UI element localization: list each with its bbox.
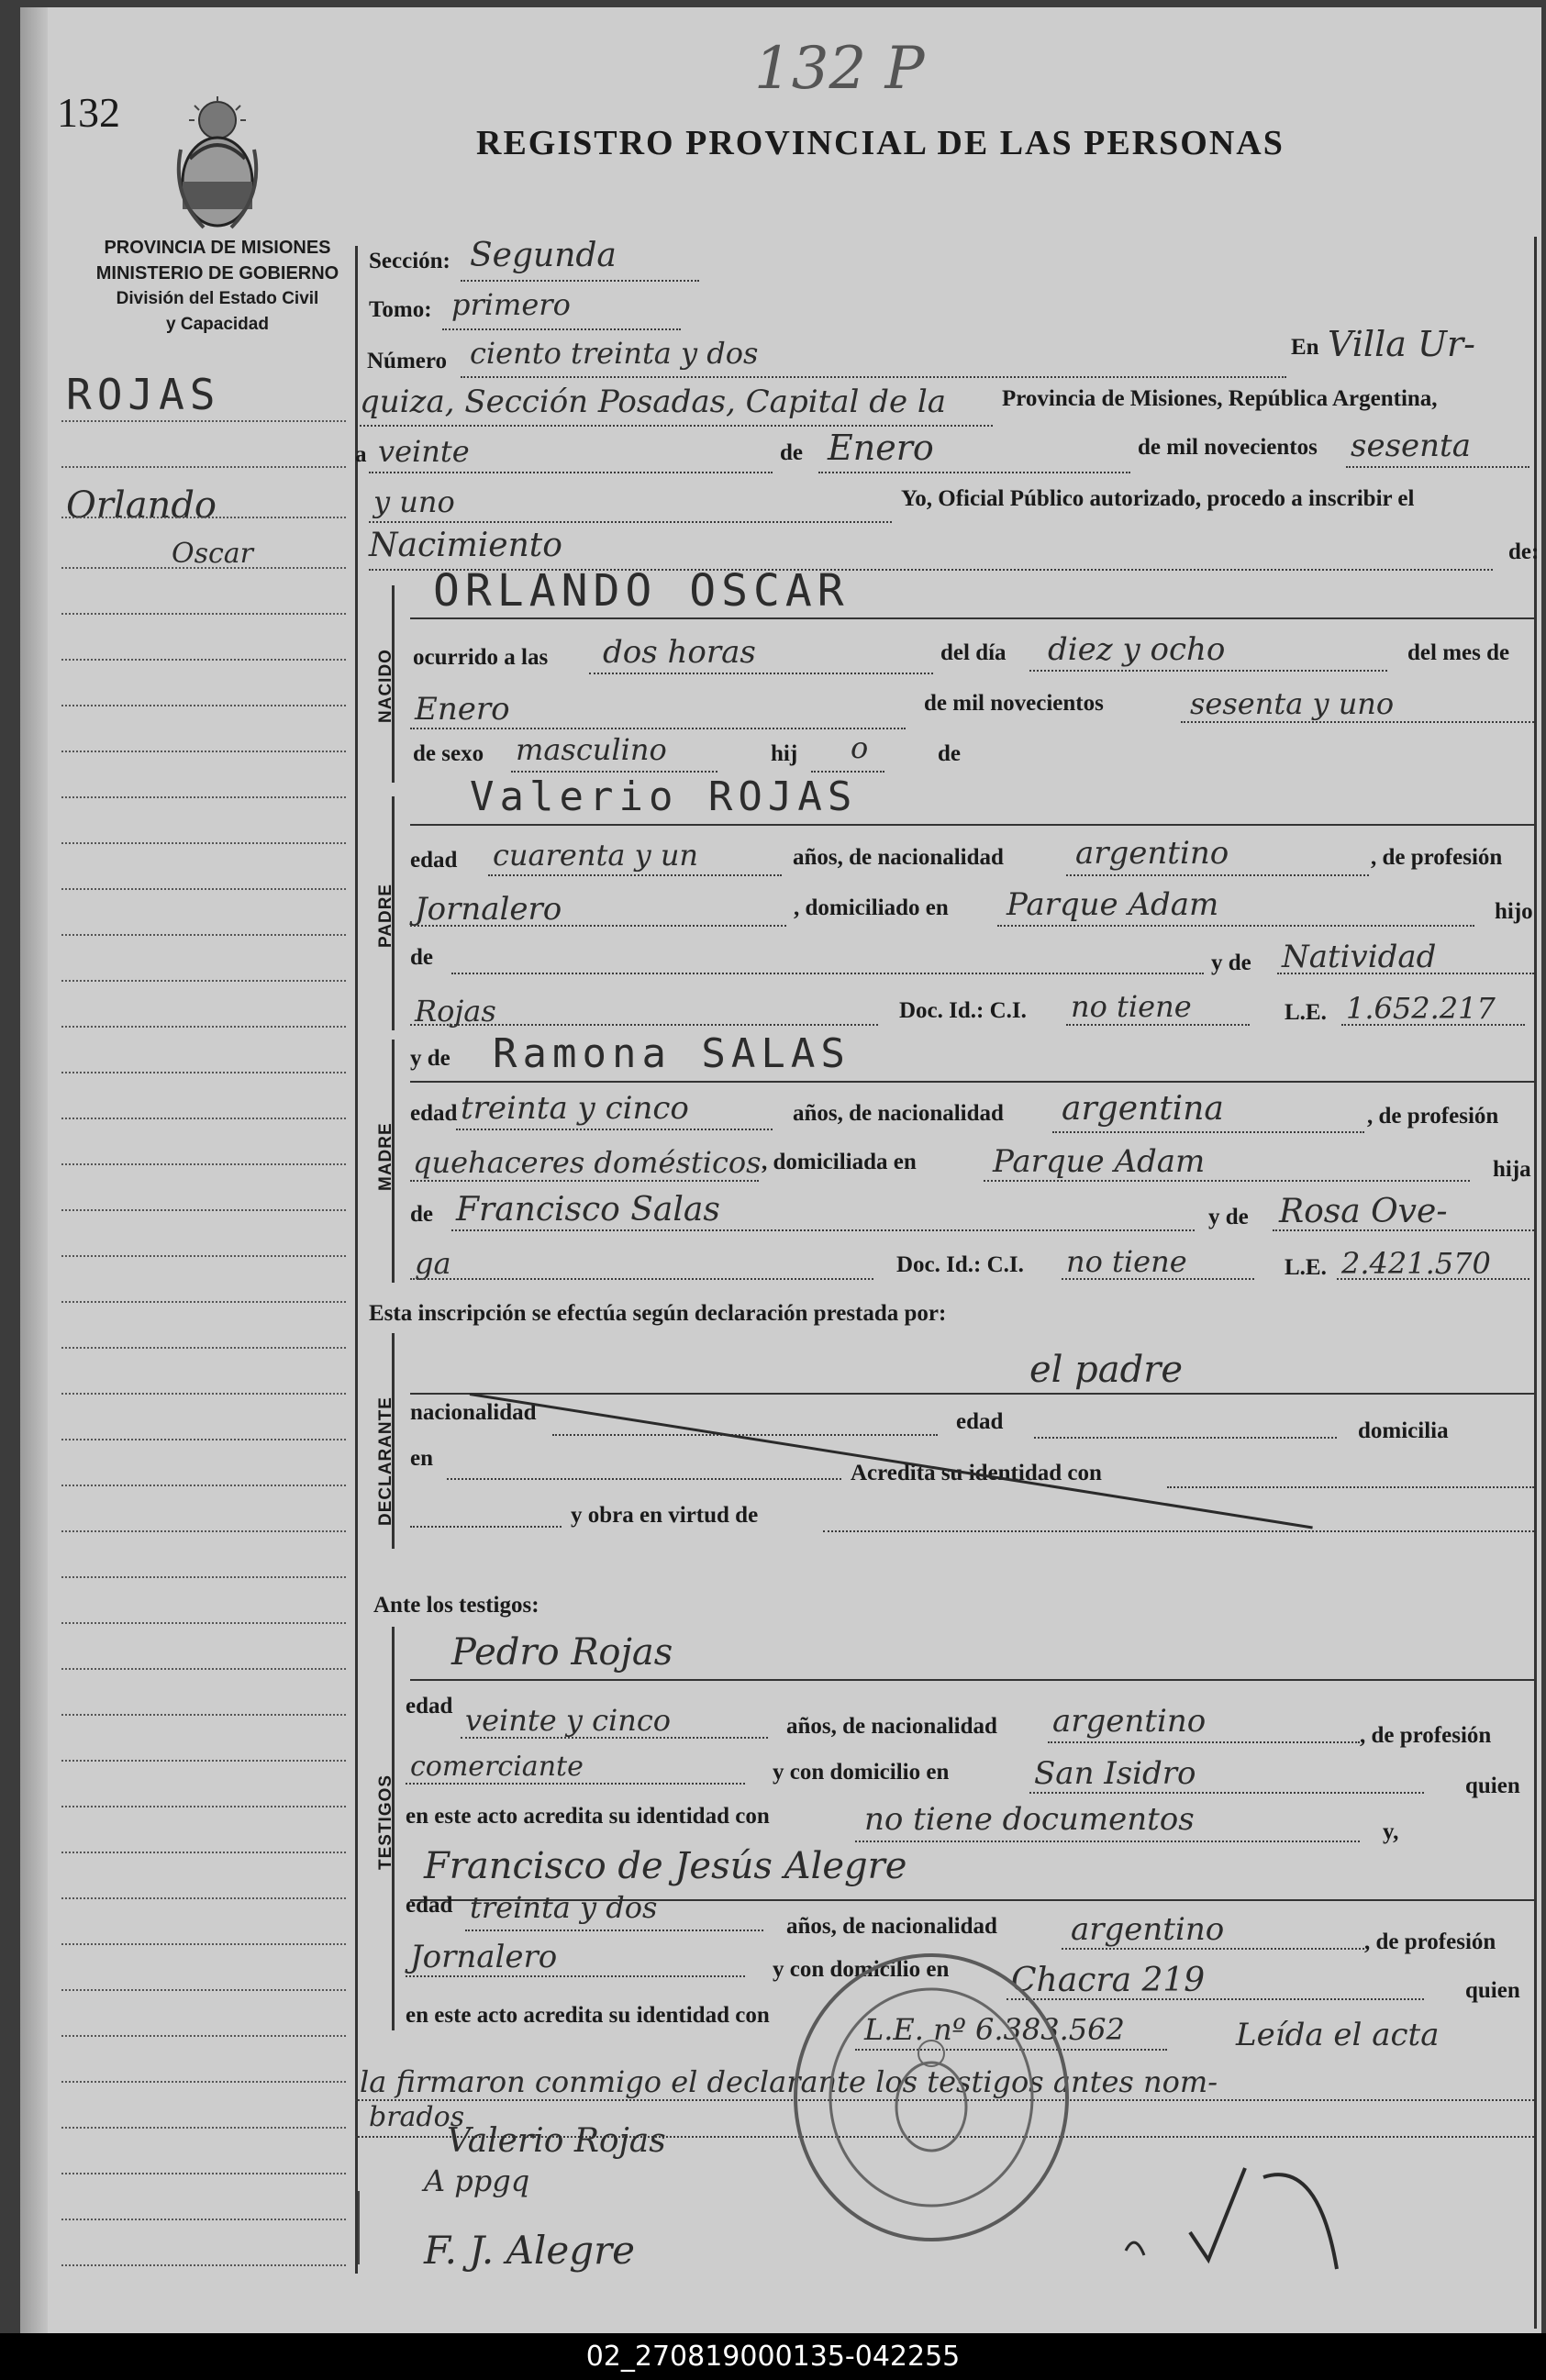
issuer-province: PROVINCIA DE MISIONES <box>104 238 331 258</box>
witness2-quien-label: quien <box>1465 1978 1520 2003</box>
mother-dom-label: , domiciliada en <box>762 1150 917 1174</box>
mother-doc-value: no tiene <box>1066 1244 1187 1279</box>
madre-label: MADRE <box>376 1122 395 1191</box>
father-prof-line <box>410 925 786 927</box>
witness1-acredita-label: en este acto acredita su identidad con <box>406 1804 770 1829</box>
witness2-nac-label: años, de nacionalidad <box>786 1914 997 1939</box>
birth-day-value: diez y ocho <box>1048 631 1226 668</box>
declared-by-value: el padre <box>1029 1349 1184 1391</box>
year-line <box>1346 466 1529 468</box>
mother-le-value: 2.421.570 <box>1341 1246 1491 1281</box>
nacido-name-line <box>410 617 1537 619</box>
signature-witness: F. J. Alegre <box>424 2228 636 2273</box>
nacido-de-label: de <box>938 741 961 766</box>
mother-nac-value: argentina <box>1062 1090 1224 1128</box>
declarante-nac-label: nacionalidad <box>410 1400 537 1425</box>
sexo-line <box>511 771 717 773</box>
declared-by-line <box>410 1393 1537 1395</box>
mother-father-line <box>451 1229 1195 1231</box>
del-dia-label: del día <box>940 640 1007 665</box>
father-mother-line <box>1277 973 1534 974</box>
declarante-edad-line <box>1034 1437 1337 1439</box>
hour-value: dos horas <box>603 634 756 671</box>
page-number: 132 <box>57 89 120 136</box>
witness2-edad-line <box>465 1930 763 1931</box>
witness1-nac-line <box>1048 1741 1360 1743</box>
father-parent-line <box>451 973 1204 974</box>
witness1-edad-line <box>461 1737 768 1739</box>
father-doc-label: Doc. Id.: C.I. <box>899 998 1027 1023</box>
declarante-pre-line <box>410 1526 562 1528</box>
mother-nac-label: años, de nacionalidad <box>793 1101 1004 1126</box>
father-prof-value: Jornalero <box>415 891 562 928</box>
father-prof-label: , de profesión <box>1371 845 1503 870</box>
year-value-2: y uno <box>373 484 455 519</box>
father-doc-line <box>1066 1024 1250 1026</box>
mother-mother-value-1: Rosa Ove- <box>1279 1193 1448 1230</box>
issuer-capacity: y Capacidad <box>166 315 269 334</box>
padre-label: PADRE <box>376 883 395 948</box>
ocurrido-label: ocurrido a las <box>413 645 549 670</box>
hour-line <box>589 673 933 674</box>
witness1-nac-label: años, de nacionalidad <box>786 1714 997 1739</box>
official-seal-icon <box>789 1951 1073 2244</box>
day-value: veinte <box>378 434 470 469</box>
father-dom-line <box>997 925 1474 927</box>
witness2-prof-label: , de profesión <box>1364 1930 1496 1954</box>
mother-name-line <box>410 1081 1537 1083</box>
father-edad-value: cuarenta y un <box>493 838 699 873</box>
mother-le-label: L.E. <box>1285 1255 1327 1280</box>
nacido-label: NACIDO <box>376 649 395 723</box>
mother-nac-line <box>1052 1131 1364 1133</box>
numero-line <box>461 376 1286 378</box>
closing-note-2: la firmaron conmigo el declarante los testigos antes nom- <box>360 2064 1218 2099</box>
father-le-value: 1.652.217 <box>1346 991 1496 1026</box>
year-value-1: sesenta <box>1351 428 1471 464</box>
signature-declarant: Valerio Rojas <box>447 2122 666 2160</box>
father-nac-value: argentino <box>1075 835 1229 872</box>
mother-mother-line <box>1273 1229 1534 1231</box>
place-value-2: quiza, Sección Posadas, Capital de la <box>360 384 947 420</box>
witness2-edad-label: edad <box>406 1893 453 1918</box>
witness1-nac-value: argentino <box>1052 1703 1207 1740</box>
witness1-name-line <box>410 1679 1537 1681</box>
numero-value: ciento treinta y dos <box>470 336 759 371</box>
page-binding-edge <box>20 7 48 2333</box>
father-dom-label: , domiciliado en <box>794 895 949 920</box>
tomo-label: Tomo: <box>369 297 432 322</box>
father-de-label: de <box>410 945 433 970</box>
witness1-y-label: y, <box>1383 1819 1399 1844</box>
father-le-label: L.E. <box>1285 1000 1327 1025</box>
father-mother-value: Natividad <box>1282 939 1437 975</box>
issuer-ministry: MINISTERIO DE GOBIERNO <box>95 263 339 284</box>
witness2-nac-value: argentino <box>1071 1911 1225 1948</box>
testigos-label: TESTIGOS <box>376 1774 395 1870</box>
witness1-dom-line <box>1029 1792 1424 1794</box>
month-value: Enero <box>828 428 934 468</box>
mother-surname-line <box>410 1278 873 1280</box>
mother-prof-value: quehaceres domésticos <box>413 1145 762 1180</box>
nacido-name: ORLANDO OSCAR <box>433 565 850 617</box>
witness1-quien-label: quien <box>1465 1774 1520 1798</box>
registry-page <box>20 7 1541 2333</box>
birth-month-line <box>410 728 906 729</box>
father-nac-line <box>1066 874 1369 876</box>
province-text: Provincia de Misiones, República Argentina, <box>1002 386 1438 411</box>
mother-de-label: de <box>410 1202 433 1227</box>
witness1-id-line <box>855 1841 1360 1842</box>
father-edad-line <box>488 874 782 876</box>
witness1-prof-label: , de profesión <box>1360 1723 1492 1748</box>
margin-surname: ROJAS <box>66 370 221 419</box>
hij-line <box>811 771 884 773</box>
issuer-division: División del Estado Civil <box>116 289 319 308</box>
tomo-value: primero <box>451 287 571 322</box>
declarante-obra-label: y obra en virtud de <box>571 1503 759 1528</box>
registry-title: REGISTRO PROVINCIAL DE LAS PERSONAS <box>476 124 1285 162</box>
madre-y-de-label: y de <box>410 1046 450 1071</box>
mother-edad-line <box>456 1129 773 1130</box>
testigos-intro: Ante los testigos: <box>373 1593 539 1618</box>
issuer-block <box>71 235 364 338</box>
witness2-dom-label: y con domicilio en <box>773 1957 950 1982</box>
father-mother-surname: Rojas <box>415 994 496 1029</box>
birth-year-prefix: de mil novecientos <box>924 691 1104 716</box>
mother-hija-label: hija <box>1493 1157 1531 1182</box>
declarante-obra-line <box>823 1530 1534 1532</box>
coat-of-arms-icon <box>167 95 268 232</box>
father-hijo-label: hijo <box>1495 899 1533 924</box>
mother-le-line <box>1337 1278 1529 1280</box>
closing-note-3: brados <box>369 2101 465 2133</box>
father-doc-value: no tiene <box>1071 989 1192 1024</box>
witness1-prof-value: comerciante <box>410 1751 584 1783</box>
image-caption: 02_270819000135-042255 <box>0 2333 1546 2380</box>
declarante-domicilia-label: domicilia <box>1358 1418 1449 1443</box>
seccion-value: Segunda <box>470 237 617 274</box>
year2-line <box>369 521 892 523</box>
father-nac-label: años, de nacionalidad <box>793 845 1004 870</box>
year-prefix: de mil novecientos <box>1138 435 1318 460</box>
declarante-label: DECLARANTE <box>376 1396 395 1526</box>
witness1-name: Pedro Rojas <box>451 1631 673 1674</box>
seccion-line <box>461 280 699 282</box>
declarante-en-label: en <box>410 1446 433 1471</box>
place-line <box>360 425 993 427</box>
birth-year-value: sesenta y uno <box>1190 686 1395 721</box>
mother-y-de2-label: y de <box>1208 1205 1249 1229</box>
witness2-dom-value: Chacra 219 <box>1011 1962 1206 1999</box>
mother-doc-label: Doc. Id.: C.I. <box>896 1252 1024 1277</box>
mother-mother-value-2: ga <box>415 1246 451 1281</box>
father-edad-label: edad <box>410 848 458 873</box>
a-label: a <box>355 442 367 467</box>
mother-edad-label: edad <box>410 1101 458 1126</box>
officer-text: Yo, Oficial Público autorizado, procedo a inscribir el <box>901 486 1415 511</box>
mother-name: Ramona SALAS <box>493 1030 851 1077</box>
declarante-en-line <box>447 1478 841 1480</box>
witness2-id-value: L.E. nº 6.383.562 <box>864 2012 1125 2047</box>
hij-value: o <box>851 730 869 765</box>
father-y-de-label: y de <box>1211 951 1251 975</box>
margin-second-name: Oscar <box>172 538 254 570</box>
handwritten-page-number: 132 P <box>754 35 925 103</box>
act-de-label: de: <box>1508 539 1540 564</box>
place-value-1: Villa Ur- <box>1328 324 1475 364</box>
main-column-border <box>355 246 358 2274</box>
act-value: Nacimiento <box>369 527 562 564</box>
witness2-acredita-label: en este acto acredita su identidad con <box>406 2003 770 2028</box>
day-line <box>369 472 773 473</box>
day-de-label: de <box>780 440 803 465</box>
mother-dom-line <box>984 1180 1470 1182</box>
declarante-acredita-label: Acredita su identidad con <box>851 1461 1102 1485</box>
sexo-label: de sexo <box>413 741 484 766</box>
signature-initials: A ppgq <box>424 2163 530 2198</box>
mother-prof-label: , de profesión <box>1367 1104 1499 1129</box>
witness1-edad-label: edad <box>406 1694 453 1718</box>
declaracion-intro: Esta inscripción se efectúa según declaración prestada por: <box>369 1301 947 1326</box>
father-dom-value: Parque Adam <box>1007 886 1219 923</box>
birth-day-line <box>1029 670 1387 672</box>
witness2-nac-line <box>1062 1948 1364 1950</box>
del-mes-label: del mes de <box>1407 640 1510 665</box>
tomo-line <box>442 328 681 330</box>
sexo-value: masculino <box>516 732 667 767</box>
declarante-acredita-line <box>1167 1486 1534 1488</box>
father-name: Valerio ROJAS <box>470 773 858 820</box>
hij-label: hij <box>771 741 798 766</box>
margin-marks <box>358 2191 378 2264</box>
witness1-prof-line <box>406 1783 745 1785</box>
official-signature-icon <box>1117 2150 1346 2278</box>
witness2-edad-value: treinta y dos <box>470 1890 658 1925</box>
mother-prof-line <box>410 1180 759 1182</box>
witness1-dom-value: San Isidro <box>1034 1755 1196 1792</box>
declarante-edad-label: edad <box>956 1409 1004 1434</box>
birth-year-line <box>1181 721 1534 723</box>
witness2-prof-line <box>406 1975 745 1977</box>
witness2-prof-value: Jornalero <box>410 1939 558 1975</box>
mother-dom-value: Parque Adam <box>993 1143 1206 1180</box>
mother-edad-value: treinta y cinco <box>461 1090 689 1127</box>
witness1-id-value: no tiene documentos <box>864 1801 1195 1838</box>
numero-label: Número <box>367 349 448 373</box>
witness1-edad-value: veinte y cinco <box>465 1703 672 1738</box>
witness1-dom-label: y con domicilio en <box>773 1760 950 1785</box>
seccion-label: Sección: <box>369 249 450 273</box>
mother-doc-line <box>1062 1278 1254 1280</box>
mother-father-value: Francisco Salas <box>456 1191 720 1229</box>
closing-note-1: Leída el acta <box>1236 2017 1440 2053</box>
witness2-name: Francisco de Jesús Alegre <box>424 1845 907 1887</box>
birth-month-value: Enero <box>415 691 510 728</box>
en-label: En <box>1291 335 1319 360</box>
margin-first-name: Orlando <box>66 484 217 527</box>
father-surname-line <box>410 1024 878 1026</box>
father-le-line <box>1341 1024 1525 1026</box>
father-name-line <box>410 824 1537 826</box>
month-line <box>818 472 1130 473</box>
